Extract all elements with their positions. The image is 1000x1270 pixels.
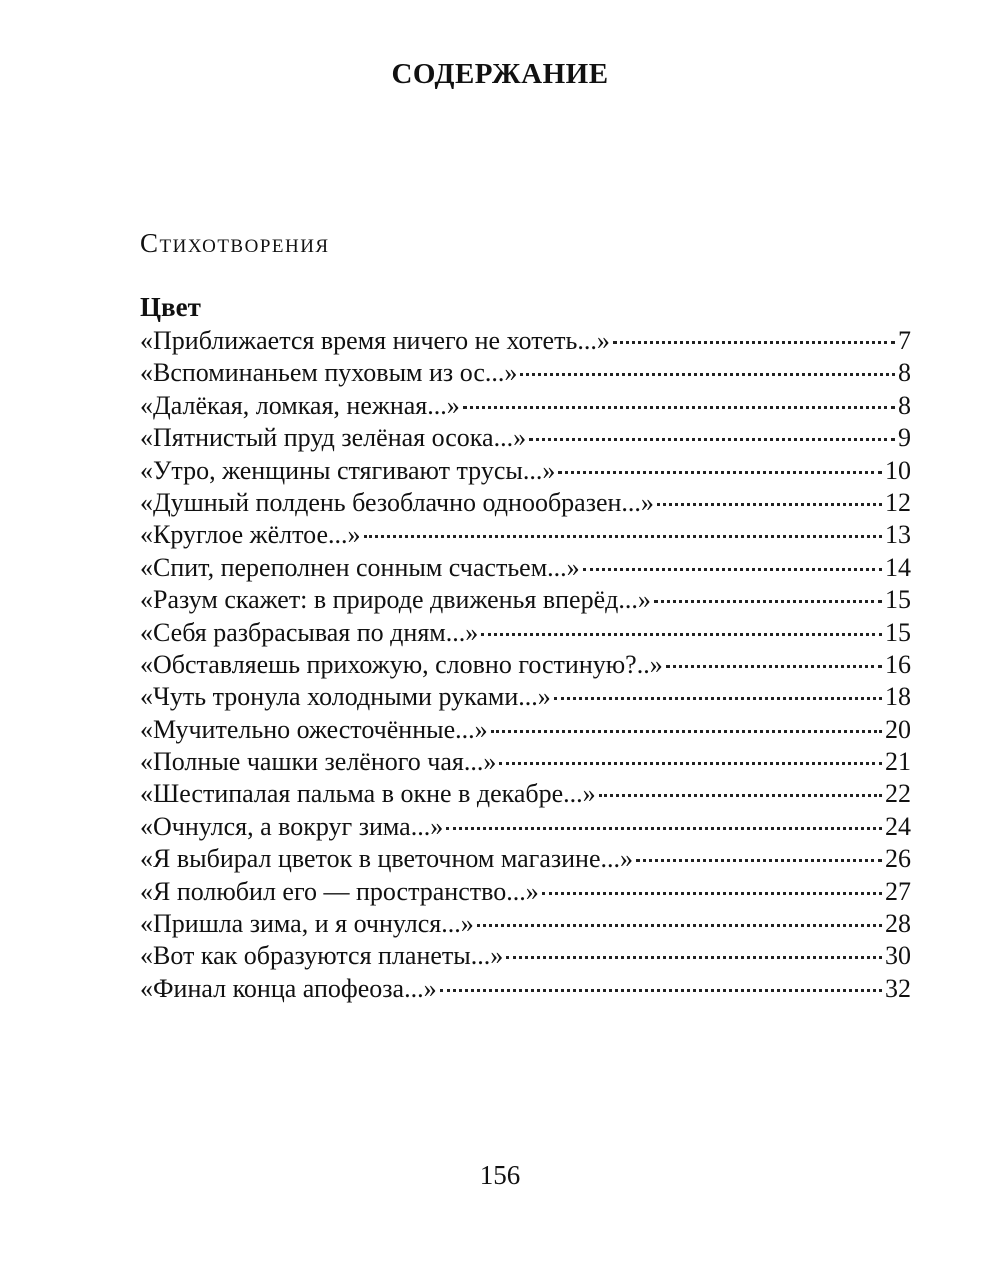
dot-leader [657, 503, 882, 506]
toc-entry [140, 682, 911, 714]
toc-entry-title: «Разум скажет: в природе движенья вперёд...» [140, 585, 651, 615]
dot-leader [491, 730, 882, 733]
page-title: СОДЕРЖАНИЕ [391, 58, 609, 90]
toc-entry [140, 812, 911, 844]
dot-leader [506, 956, 882, 959]
toc-entry-page: 8 [898, 358, 911, 388]
toc-entry-title: «Шестипалая пальма в окне в декабре...» [140, 779, 596, 809]
toc-entry [140, 423, 911, 455]
toc-entry [140, 779, 911, 811]
toc-entry [140, 553, 911, 585]
toc-entry-title: «Утро, женщины стягивают трусы...» [140, 455, 556, 485]
dot-leader [583, 568, 882, 571]
toc-entry-title: «Душный полдень безоблачно однообразен...» [140, 487, 654, 517]
toc-entry [140, 326, 911, 358]
toc-entry-title: «Вот как образуются планеты...» [140, 941, 504, 971]
page-number: 156 [479, 1160, 521, 1190]
toc-entry [140, 520, 911, 552]
dot-leader [477, 924, 882, 927]
toc-entry [140, 650, 911, 682]
toc-entry-page: 30 [885, 941, 911, 971]
dot-leader [542, 892, 882, 895]
toc-entry-title: «Финал конца апофеоза...» [140, 973, 437, 1003]
toc-entry [140, 585, 911, 617]
dot-leader [481, 633, 882, 636]
toc-entry-page: 28 [885, 909, 911, 939]
toc-entry-title: «Пришла зима, и я очнулся...» [140, 909, 474, 939]
toc-entry-page: 16 [885, 649, 911, 679]
toc-entry-page: 13 [885, 520, 911, 550]
toc-entry-title: «Я выбирал цветок в цветочном магазине...» [140, 844, 634, 874]
toc-entry-page: 27 [885, 876, 911, 906]
toc-entry [140, 618, 911, 650]
dot-leader [666, 665, 882, 668]
toc-entry-title: «Обставляешь прихожую, словно гостиную?..» [140, 649, 663, 679]
dot-leader [499, 762, 882, 765]
dot-leader [364, 535, 882, 538]
toc-entry-page: 32 [885, 973, 911, 1003]
toc-entry-title: «Мучительно ожесточённые...» [140, 714, 488, 744]
dot-leader [520, 373, 895, 376]
toc-entry [140, 358, 911, 390]
toc-entry-page: 14 [885, 552, 911, 582]
toc-entry-page: 10 [885, 455, 911, 485]
toc-entry [140, 877, 911, 909]
dot-leader [613, 341, 895, 344]
table-of-contents [140, 326, 911, 1006]
toc-entry-page: 24 [885, 811, 911, 841]
toc-entry-title: «Спит, переполнен сонным счастьем...» [140, 552, 580, 582]
dot-leader [654, 600, 882, 603]
toc-entry-title: «Вспоминаньем пуховым из ос...» [140, 358, 518, 388]
toc-entry [140, 747, 911, 779]
dot-leader [636, 859, 882, 862]
toc-entry-title: «Круглое жёлтое...» [140, 520, 361, 550]
toc-entry-page: 12 [885, 487, 911, 517]
toc-entry [140, 941, 911, 973]
toc-entry [140, 488, 911, 520]
toc-entry-title: «Себя разбрасывая по дням...» [140, 617, 479, 647]
toc-entry-page: 15 [885, 585, 911, 615]
toc-entry-page: 22 [885, 779, 911, 809]
toc-entry-title: «Пятнистый пруд зелёная осока...» [140, 423, 527, 453]
toc-entry-title: «Чуть тронула холодными руками...» [140, 682, 551, 712]
dot-leader [558, 471, 882, 474]
toc-entry-page: 9 [898, 423, 911, 453]
toc-entry-page: 26 [885, 844, 911, 874]
dot-leader [554, 697, 882, 700]
toc-entry-page: 8 [898, 390, 911, 420]
toc-entry [140, 715, 911, 747]
toc-entry [140, 391, 911, 423]
dot-leader [463, 406, 895, 409]
toc-entry-title: «Полные чашки зелёного чая...» [140, 747, 497, 777]
dot-leader [446, 827, 882, 830]
toc-entry-page: 20 [885, 714, 911, 744]
toc-entry [140, 844, 911, 876]
toc-entry-page: 15 [885, 617, 911, 647]
toc-entry [140, 909, 911, 941]
dot-leader [529, 438, 895, 441]
dot-leader [440, 989, 882, 992]
subsection-heading: Цвет [140, 292, 201, 322]
dot-leader [599, 794, 882, 797]
toc-entry-title: «Далёкая, ломкая, нежная...» [140, 390, 460, 420]
toc-entry-title: «Очнулся, а вокруг зима...» [140, 811, 444, 841]
section-heading: Стихотворения [140, 228, 330, 258]
toc-entry-title: «Приближается время ничего не хотеть...» [140, 326, 610, 355]
toc-entry-page: 7 [898, 326, 911, 355]
toc-entry-title: «Я полюбил его — пространство...» [140, 876, 539, 906]
toc-entry [140, 456, 911, 488]
toc-entry-page: 21 [885, 747, 911, 777]
toc-entry-page: 18 [885, 682, 911, 712]
toc-entry [140, 974, 911, 1006]
